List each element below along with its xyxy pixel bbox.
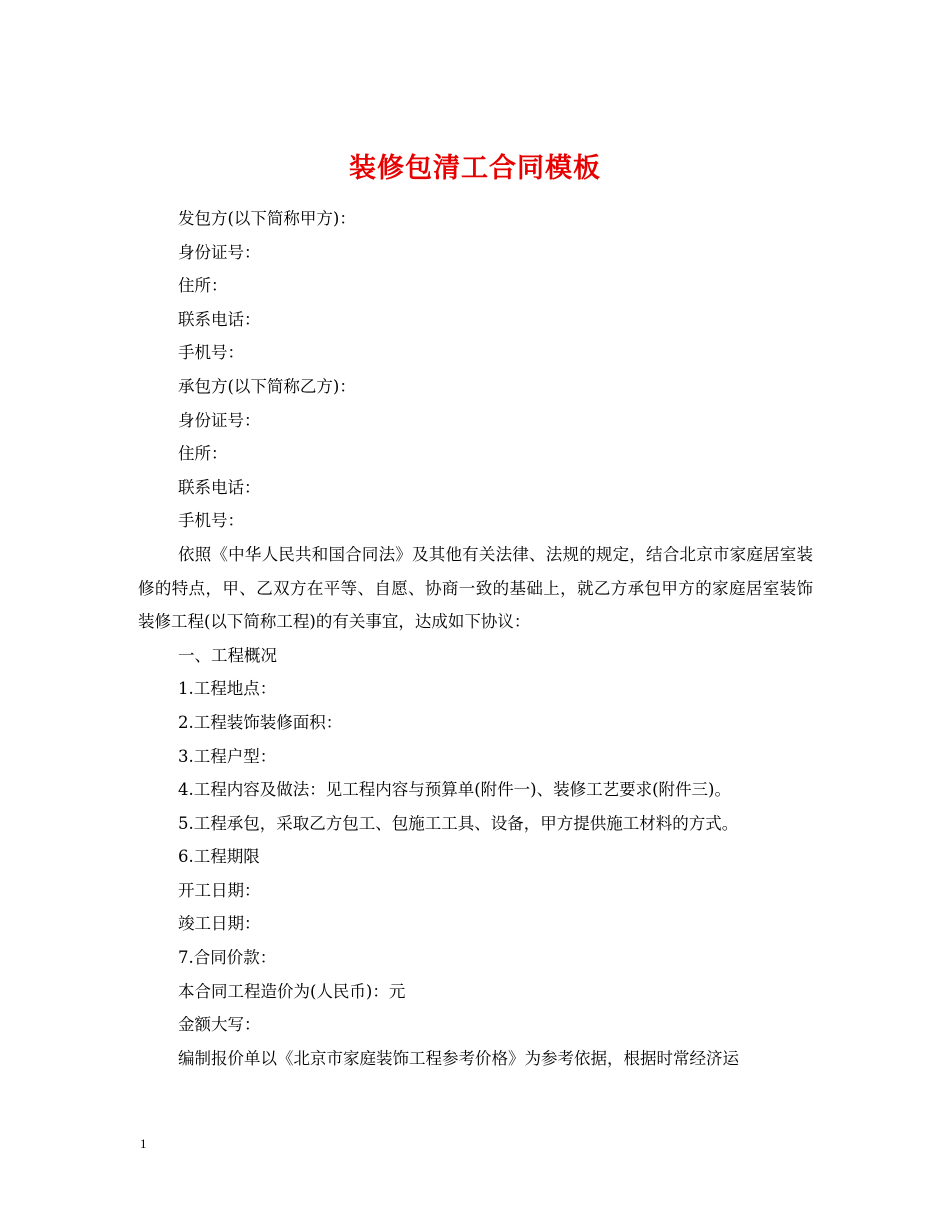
document-body bbox=[138, 202, 813, 1075]
paragraph: 发包方(以下简称甲方)： bbox=[178, 209, 356, 228]
page-number: 1 bbox=[140, 1136, 147, 1151]
paragraph: 4.工程内容及做法：见工程内容与预算单(附件一)、装修工艺要求(附件三)。 bbox=[178, 780, 731, 800]
paragraph: 一、工程概况 bbox=[178, 645, 277, 665]
paragraph: 身份证号： bbox=[178, 410, 261, 430]
paragraph: 竣工日期： bbox=[178, 914, 261, 934]
paragraph: 开工日期： bbox=[178, 880, 261, 900]
paragraph: 联系电话： bbox=[178, 309, 261, 329]
paragraph: 5.工程承包，采取乙方包工、包施工工具、设备，甲方提供施工材料的方式。 bbox=[178, 813, 739, 833]
paragraph: 金额大写： bbox=[178, 1015, 261, 1035]
paragraph: 7.合同价款： bbox=[178, 948, 277, 968]
document-title: 装修包清工合同模板 bbox=[349, 153, 601, 185]
paragraph: 住所： bbox=[178, 276, 228, 296]
paragraph: 手机号： bbox=[178, 511, 244, 531]
paragraph: 住所： bbox=[178, 444, 228, 464]
paragraph: 6.工程期限 bbox=[178, 847, 260, 867]
paragraph: 承包方(以下简称乙方)： bbox=[178, 376, 356, 396]
paragraph: 本合同工程造价为(人民币)：元 bbox=[178, 981, 406, 1001]
paragraph: 2.工程装饰装修面积： bbox=[178, 712, 343, 732]
paragraph: 联系电话： bbox=[178, 477, 261, 497]
paragraph: 编制报价单以《北京市家庭装饰工程参考价格》为参考依据，根据时常经济运 bbox=[178, 1048, 739, 1068]
paragraph: 3.工程户型： bbox=[178, 746, 277, 766]
paragraph: 1.工程地点： bbox=[178, 679, 277, 699]
paragraph: 依照《中华人民共和国合同法》及其他有关法律、法规的规定，结合北京市家庭居室装修的特点，甲、乙双方在平等、自愿、协商一致的基础上，就乙方承包甲方的家庭居室装饰装修工程(以下简称工程)的有关事宜，达成如下协议： bbox=[138, 544, 813, 632]
paragraph: 身份证号： bbox=[178, 242, 261, 262]
paragraph: 手机号： bbox=[178, 343, 244, 363]
